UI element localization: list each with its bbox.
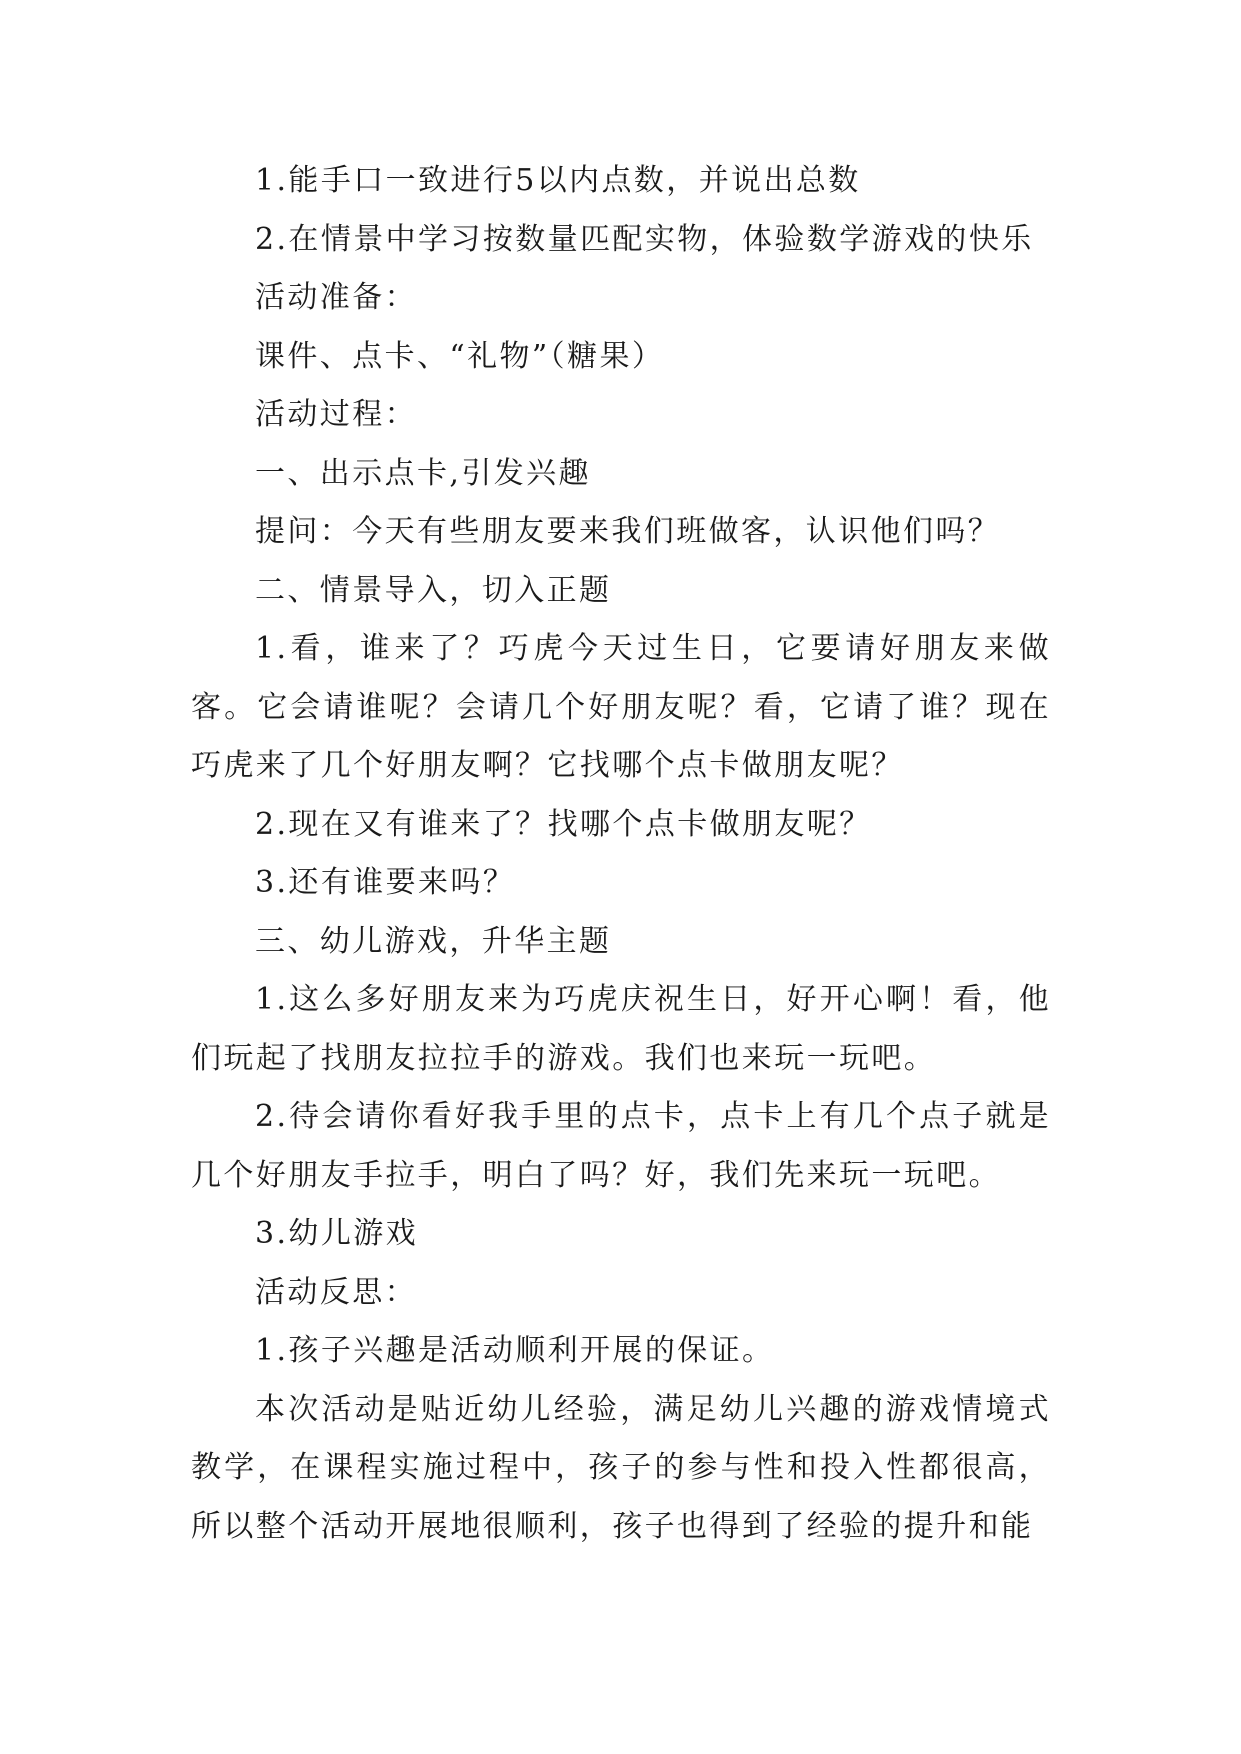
heading-step-1: 一、出示点卡,引发兴趣: [255, 455, 591, 491]
paragraph-question: 提问：今天有些朋友要来我们班做客，认识他们吗？: [255, 514, 1001, 549]
heading-step-2: 二、情景导入，切入正题: [255, 572, 612, 608]
paragraph-materials: 课件、点卡、“礼物”（糖果）: [255, 338, 665, 374]
heading-preparation: 活动准备：: [255, 280, 417, 315]
paragraph-step-2-item-1: 1.看，谁来了？巧虎今天过生日，它要请好朋友来做客。它会请谁呢？会请几个好朋友呢？看，它请了谁？现在巧虎来了几个好朋友啊？它找哪个点卡做朋友呢？: [191, 631, 1051, 783]
paragraph-reflection-body: 本次活动是贴近幼儿经验，满足幼儿兴趣的游戏情境式教学，在课程实施过程中，孩子的参与性和投入性都很高，所以整个活动开展地很顺利，孩子也得到了经验的提升和能: [191, 1391, 1051, 1544]
paragraph-objective-1: 1.能手口一致进行5以内点数，并说出总数: [255, 163, 861, 198]
heading-reflection: 活动反思：: [255, 1274, 417, 1310]
paragraph-objective-2: 2.在情景中学习按数量匹配实物，体验数学游戏的快乐: [255, 221, 1034, 257]
paragraph-step-3-item-3: 3.幼儿游戏: [255, 1216, 419, 1251]
heading-step-3: 三、幼儿游戏，升华主题: [255, 923, 612, 959]
paragraph-step-2-item-2: 2.现在又有谁来了？找哪个点卡做朋友呢？: [255, 806, 872, 842]
document-body: [191, 152, 1051, 1556]
paragraph-step-2-item-3: 3.还有谁要来吗？: [255, 865, 516, 900]
paragraph-step-3-item-1: 1.这么多好朋友来为巧虎庆祝生日，好开心啊！看，他们玩起了找朋友拉拉手的游戏。我们也来玩一玩吧。: [191, 982, 1051, 1076]
heading-process: 活动过程：: [255, 397, 417, 432]
paragraph-step-3-item-2: 2.待会请你看好我手里的点卡，点卡上有几个点子就是几个好朋友手拉手，明白了吗？好，我们先来玩一玩吧。: [191, 1099, 1051, 1193]
paragraph-reflection-1: 1.孩子兴趣是活动顺利开展的保证。: [255, 1333, 775, 1368]
